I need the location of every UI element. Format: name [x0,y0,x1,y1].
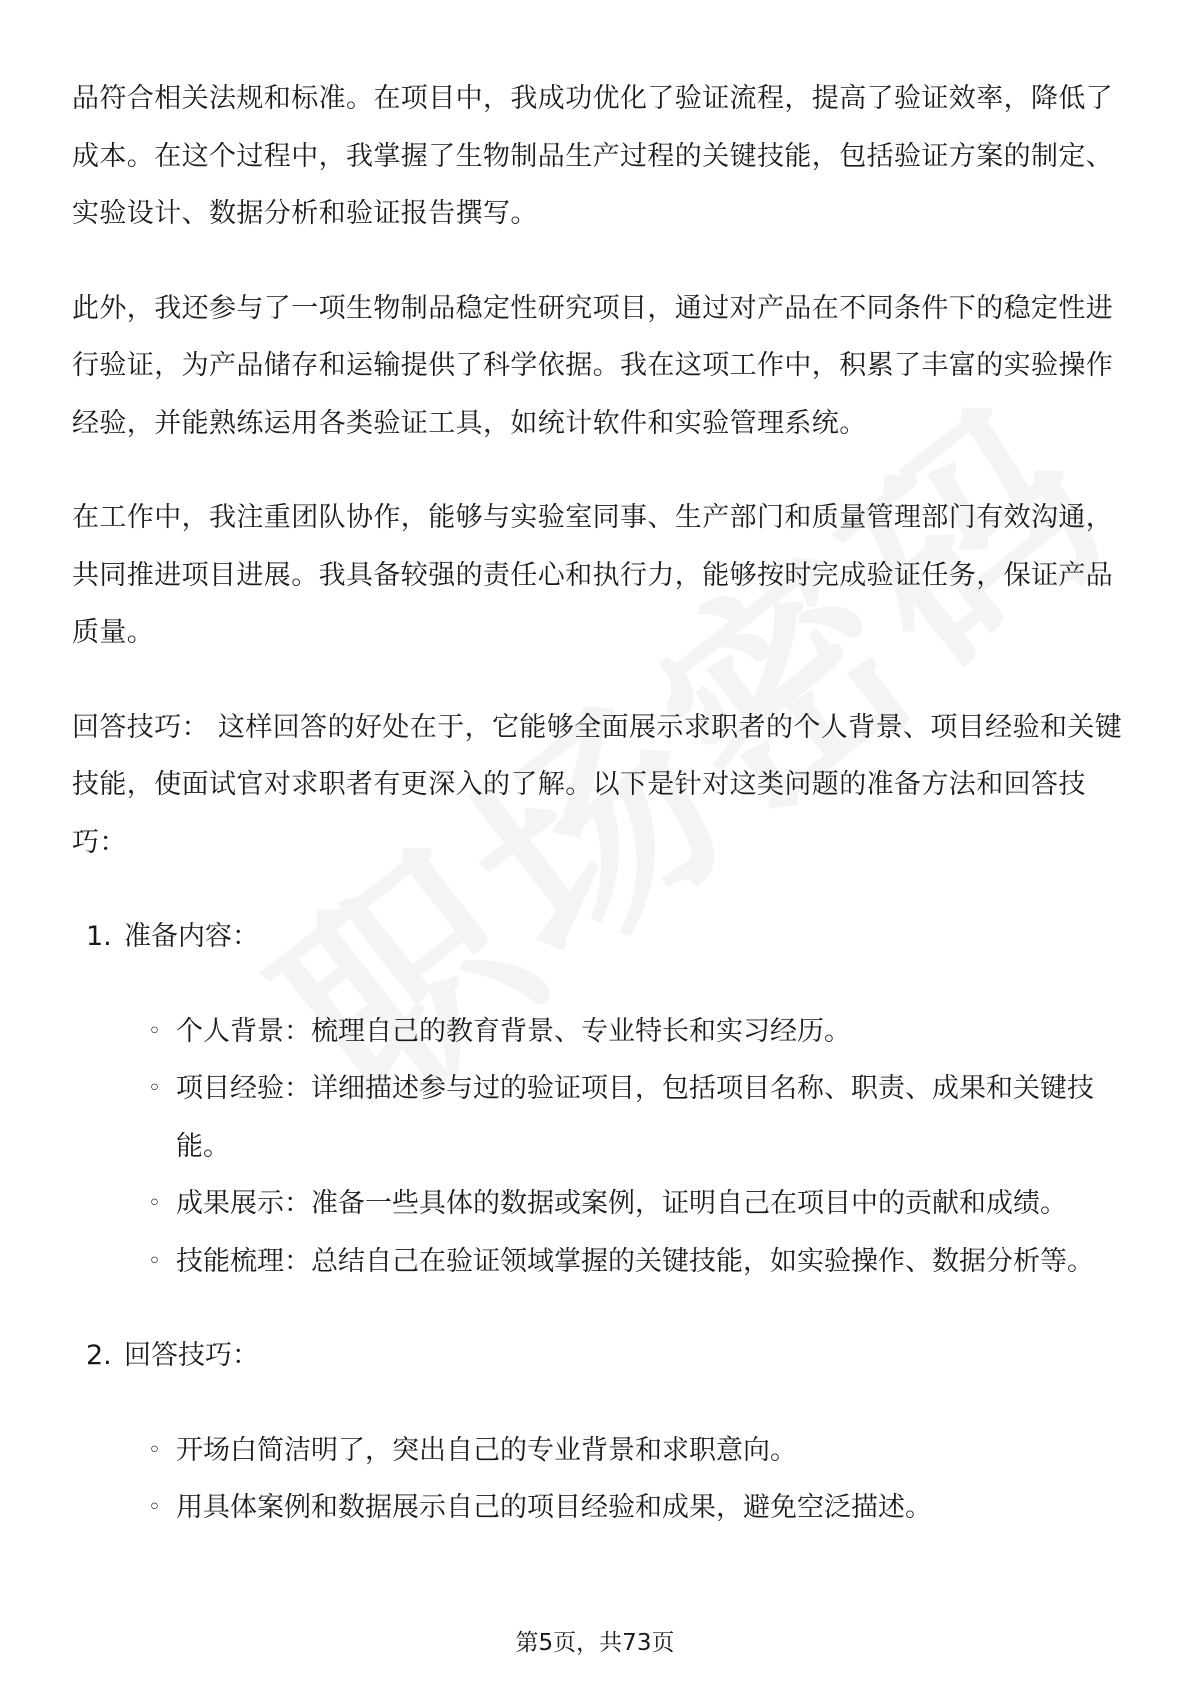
bullet-icon: ◦ [148,1018,161,1044]
bullet-icon: ◦ [148,1248,161,1274]
numbered-item [72,1327,1132,1385]
bullet-list [72,1003,1132,1291]
bullet-icon: ◦ [148,1191,161,1216]
page-footer: 第5页，共73页 [515,1630,675,1656]
list-item [72,1060,1132,1175]
list-item-text: 项目经验：详细描述参与过的验证项目，包括项目名称、职责、成果和关键技能。 [176,1073,1094,1162]
numbered-item [72,908,1132,966]
page-content [72,70,1132,1574]
item-heading: 回答技巧： [124,1340,259,1371]
numbered-list [72,908,1132,1537]
bullet-icon: ◦ [148,1437,161,1463]
bullet-icon: ◦ [148,1076,161,1101]
list-item [72,1003,1132,1061]
list-item-text: 成果展示：准备一些具体的数据或案例，证明自己在项目中的贡献和成绩。 [176,1188,1067,1219]
list-item-text: 用具体案例和数据展示自己的项目经验和成果，避免空泛描述。 [176,1492,932,1523]
list-item [72,1233,1132,1291]
bullet-list [72,1422,1132,1537]
paragraph: 在工作中，我注重团队协作，能够与实验室同事、生产部门和质量管理部门有效沟通，共同推进项目进展。我具备较强的责任心和执行力，能够按时完成验证任务，保证产品质量。 [72,502,1114,648]
paragraph: 回答技巧： 这样回答的好处在于，它能够全面展示求职者的个人背景、项目经验和关键技能，使面试官对求职者有更深入的了解。以下是针对这类问题的准备方法和回答技巧： [72,711,1123,858]
bullet-icon: ◦ [148,1495,161,1520]
item-heading: 准备内容： [124,921,259,952]
item-number: 1. [86,921,112,952]
list-item [72,1175,1132,1233]
list-item-text: 开场白简洁明了，突出自己的专业背景和求职意向。 [176,1434,797,1466]
list-item [72,1479,1132,1537]
paragraph: 品符合相关法规和标准。在项目中，我成功优化了验证流程，提高了验证效率，降低了成本。在这个过程中，我掌握了生物制品生产过程的关键技能，包括验证方案的制定、实验设计、数据分析和验证报告撰写。 [72,83,1114,229]
list-item-text: 技能梳理：总结自己在验证领域掌握的关键技能，如实验操作、数据分析等。 [176,1245,1094,1277]
item-number: 2. [86,1340,112,1371]
paragraph: 此外，我还参与了一项生物制品稳定性研究项目，通过对产品在不同条件下的稳定性进行验证，为产品储存和运输提供了科学依据。我在这项工作中，积累了丰富的实验操作经验，并能熟练运用各类验证工具，如统计软件和实验管理系统。 [72,292,1114,439]
list-item-text: 个人背景：梳理自己的教育背景、专业特长和实习经历。 [176,1015,851,1047]
list-item [72,1422,1132,1480]
